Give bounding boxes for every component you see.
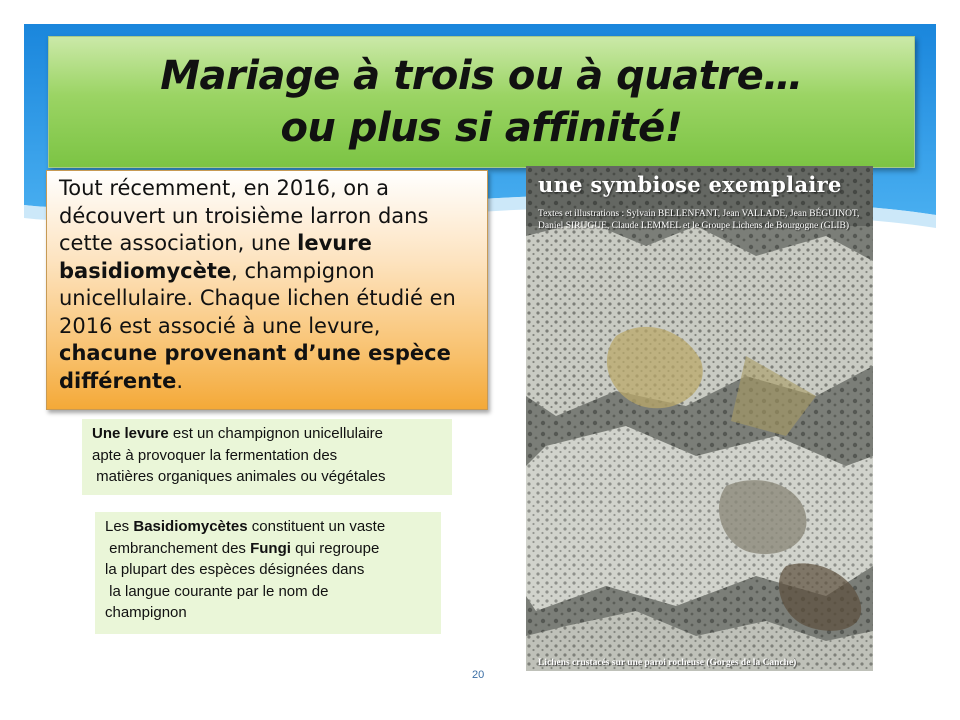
definition-basidio-line-2-rest: qui regroupe [290,539,380,557]
main-text-part-1: Tout récemment, en 2016, on a découvert un troisième larron dans cette association, une [59,176,429,255]
lichen-texture-illustration [526,166,873,671]
slide-title [48,36,915,168]
main-text-bold-2: chacune provenant d’une espèce différente [59,341,451,393]
definition-basidio-line-1-start: Les [105,518,134,535]
definition-basidio-line-1 [105,516,431,538]
definition-basidiomycetes-box [95,512,441,634]
definition-basidio-line-5: champignon [105,604,187,621]
lichen-photo [526,166,873,671]
definition-levure-line-2: apte à provoquer la fermentation des [92,446,338,464]
main-text-bold-1: levure basidiomycète [59,231,372,283]
definition-basidio-line-4: la langue courante par le nom de [105,582,329,600]
definition-levure-term: Une levure [92,425,169,442]
definition-basidio-line-2-start: embranchement des [105,539,251,557]
definition-basidio-line-1-rest: constituent un vaste [247,518,386,535]
main-paragraph [59,175,479,395]
page-number: 20 [472,669,485,681]
photo-credits: Textes et illustrations : Sylvain BELLENFANT, Jean VALLADE, Jean BÉGUINOT, Daniel SIRUGUE, Claude LEMMEL et le Groupe Lichens de Bourgogne (GLIB) [538,209,860,231]
definition-basidio-term: Basidiomycètes [133,518,248,535]
main-text-box [46,170,488,410]
title-line-1: Mariage à trois ou à quatre… [160,53,803,99]
definition-levure-line-1 [92,423,442,445]
definition-basidio-line-3: la plupart des espèces désignées dans [105,561,365,578]
main-text-part-3: . [176,368,184,393]
definition-basidio-fungi: Fungi [250,539,291,557]
title-line-2: ou plus si affinité! [280,105,683,151]
definition-levure-line-3: matières organiques animales ou végétales [92,468,386,485]
photo-caption: Lichens crustacés sur une paroi rocheuse (Gorges de la Canche) [538,658,797,668]
definition-levure-line-1-rest: est un champignon unicellulaire [168,425,384,442]
photo-title: une symbiose exemplaire [538,172,842,197]
main-text-part-2: , champignon unicellulaire. Chaque lichen étudié en 2016 est associé à une levure, [59,258,456,338]
definition-basidio-line-2 [105,538,431,560]
definition-levure-box [82,419,452,495]
